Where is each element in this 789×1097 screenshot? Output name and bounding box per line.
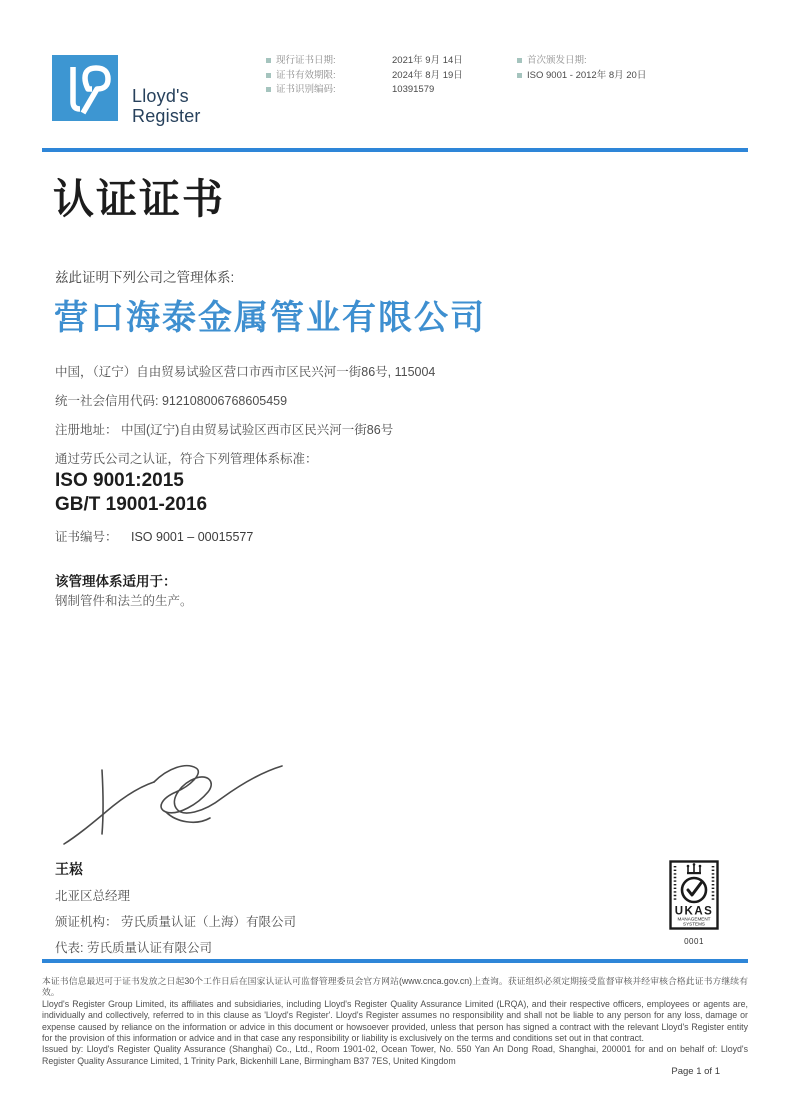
registered-address: 注册地址： 中国(辽宁)自由贸易试验区西市区民兴河一街86号: [55, 423, 394, 437]
fine-print: [42, 976, 748, 1067]
bullet-mark-icon: [517, 73, 522, 78]
meta-label: 证书有效期限:: [276, 69, 336, 81]
bullet-mark-icon: [266, 87, 271, 92]
meta-row-first-issue-value: [517, 69, 646, 84]
ukas-body-number: 0001: [684, 937, 704, 946]
certificate-meta: [266, 54, 646, 98]
certificate-number-value: ISO 9001 – 00015577: [131, 530, 254, 544]
certificate-number: [55, 527, 253, 545]
company-address: 中国，（辽宁）自由贸易试验区营口市西市区民兴河一街86号, 115004: [55, 365, 436, 379]
intro-statement: 兹此证明下列公司之管理体系:: [55, 270, 235, 285]
svg-text:SYSTEMS: SYSTEMS: [683, 921, 705, 927]
signatory-name: 王崧: [55, 861, 83, 877]
standard-iso: ISO 9001:2015: [55, 470, 184, 491]
scope-text: 钢制管件和法兰的生产。: [55, 594, 193, 608]
page-number: Page 1 of 1: [671, 1066, 720, 1077]
wordmark-line1: Lloyd's: [132, 86, 189, 106]
meta-row-current-date: [266, 54, 517, 69]
crown-icon: [687, 863, 702, 874]
certificate-meta-left: [266, 54, 517, 98]
meta-label: 证书识别编码:: [276, 84, 336, 95]
meta-row-expiry-date: [266, 69, 517, 84]
svg-text:UKAS: UKAS: [674, 905, 714, 918]
bullet-mark-icon: [517, 58, 522, 63]
meta-value: 2024年 8月 19日: [392, 69, 463, 81]
ukas-accreditation-mark: [667, 860, 721, 946]
svg-text:MANAGEMENT: MANAGEMENT: [677, 916, 711, 922]
lr-monogram-icon: [52, 55, 118, 121]
certificate-number-label: 证书编号：: [55, 530, 118, 544]
bottom-divider-rule: [42, 959, 748, 963]
fine-print-issued-by: Issued by: Lloyd's Register Quality Assurance (Shanghai) Co., Ltd., Room 1901-02, Ocean Tower, No. 550 Yan An Dong Road, Shanghai, 200001 for and on behalf of: Lloyd's Register Quality Assurance Limited, 1 Trinity Park, Bickenhill Lane, Birmingham B37 7ES, United Kingdom: [42, 1044, 748, 1066]
bullet-mark-icon: [266, 58, 271, 63]
issuing-body-line: 颁证机构： 劳氏质量认证（上海）有限公司: [55, 915, 296, 929]
meta-row-certificate-id: [266, 83, 517, 98]
fine-print-cn: 本证书信息最迟可于证书发放之日起30个工作日后在国家认证认可监督管理委员会官方网站(www.cnca.gov.cn)上查询。获证组织必须定期接受监督审核并经审核合格此证书方继续有效。: [42, 976, 748, 998]
lloyds-register-logo: [52, 55, 201, 126]
company-name: 营口海泰金属管业有限公司: [54, 299, 486, 337]
scope-heading: 该管理体系适用于：: [55, 574, 177, 589]
wordmark-line2: Register: [132, 106, 201, 126]
signatory-title: 北亚区总经理: [55, 889, 131, 903]
meta-label: 首次颁发日期:: [527, 55, 587, 66]
standards-list: [55, 469, 207, 516]
lloyds-register-wordmark: [132, 86, 201, 126]
fine-print-liability: Lloyd's Register Group Limited, its affiliates and subsidiaries, including Lloyd's Register Quality Assurance Limited (LRQA), and their respective officers, employees or agents are, individually and collectively, referred to in this clause as 'Lloyd's Register'. Lloyd's Register assumes no responsibility and shall not be liable to any person for any loss, damage or expense caused by reliance on the information or advice in this document or howsoever provided, unless that person has signed a contract with the relevant Lloyd's Register entity for the provision of this information or advice and in that case any responsibility or liability is exclusively on the terms and conditions set out in that contract.: [42, 998, 748, 1044]
certificate-meta-right: [517, 54, 646, 98]
certificate-title: 认证证书: [53, 175, 225, 223]
ukas-logo-icon: [669, 860, 719, 930]
on-behalf-line: 代表: 劳氏质量认证有限公司: [55, 941, 212, 955]
meta-value: 2021年 9月 14日: [392, 55, 463, 66]
signature-image: [58, 748, 288, 853]
standard-gbt: GB/T 19001-2016: [55, 493, 208, 515]
meta-row-first-issue-label: [517, 54, 646, 69]
approval-statement: 通过劳氏公司之认证，符合下列管理体系标准：: [55, 452, 318, 466]
meta-label: 现行证书日期:: [276, 55, 336, 66]
unified-credit-code: 统一社会信用代码: 912108006768605459: [55, 394, 288, 408]
meta-value: 10391579: [392, 84, 435, 95]
top-divider-rule: [42, 148, 748, 152]
meta-value: ISO 9001 - 2012年 8月 20日: [527, 69, 647, 81]
bullet-mark-icon: [266, 73, 271, 78]
